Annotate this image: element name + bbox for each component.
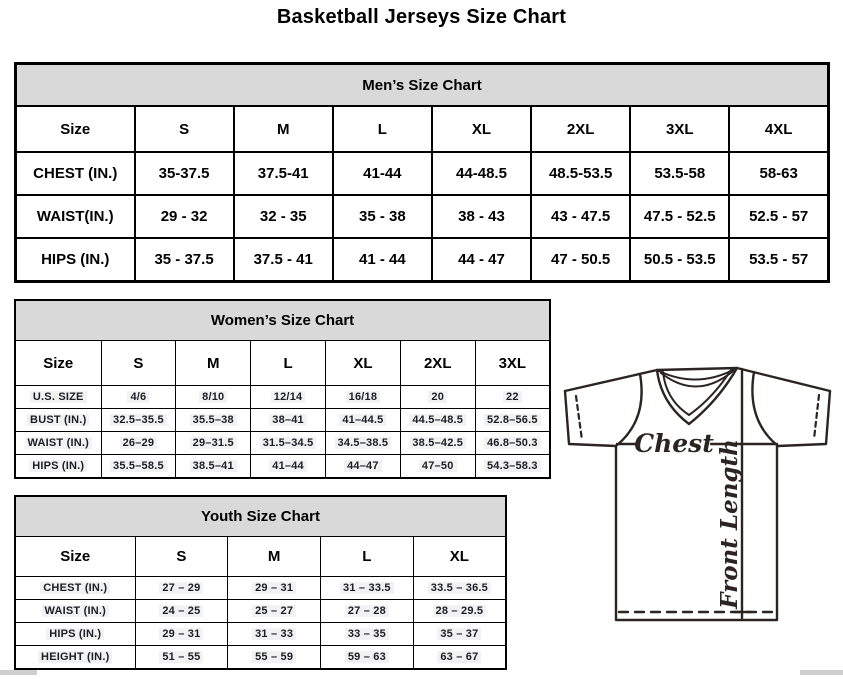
mens-column-header: 4XL (729, 106, 828, 152)
mens-table-cell: 41-44 (333, 152, 432, 195)
youth-row-label (15, 600, 135, 623)
mens-table-cell: 53.5-58 (630, 152, 729, 195)
mens-table-cell: 48.5-53.5 (531, 152, 630, 195)
youth-table-cell-text: 31 – 33.5 (340, 582, 394, 594)
womens-table-cell (251, 432, 326, 455)
youth-table-cell (413, 577, 506, 600)
mens-table-title: Men’s Size Chart (16, 64, 829, 107)
jersey-right-cuff-seam (814, 395, 819, 439)
womens-table-cell (101, 409, 176, 432)
youth-table-cell (135, 577, 228, 600)
mens-table-cell: 52.5 - 57 (729, 195, 828, 238)
jersey-left-cuff-seam (576, 396, 582, 440)
youth-table-cell (135, 600, 228, 623)
jersey-measurement-diagram (558, 356, 842, 624)
womens-column-header: S (101, 341, 176, 386)
youth-size-chart-table (14, 495, 507, 670)
mens-table-cell: 37.5 - 41 (234, 238, 333, 281)
mens-table-row (16, 238, 829, 281)
womens-table-cell (400, 409, 475, 432)
youth-row-label-text: HIPS (IN.) (46, 628, 104, 640)
womens-table-cell-text: 20 (428, 391, 447, 403)
womens-table-cell-text: 52.8–56.5 (484, 414, 541, 426)
youth-table-cell (321, 623, 414, 646)
youth-table-cell-text: 59 – 63 (345, 651, 389, 663)
womens-table-cell (101, 455, 176, 478)
womens-table-title: Women’s Size Chart (15, 300, 550, 341)
womens-table-cell-text: 41–44.5 (339, 414, 386, 426)
youth-table-cell-text: 24 – 25 (159, 605, 203, 617)
mens-table-cell: 58-63 (729, 152, 828, 195)
womens-table-cell (176, 432, 251, 455)
jersey-right-armhole (752, 372, 778, 446)
mens-row-label: WAIST(IN.) (16, 195, 135, 238)
horizontal-scrollbar-fragment-right[interactable] (800, 670, 843, 675)
front-length-label: Front Length (716, 439, 743, 609)
mens-table-cell: 35 - 38 (333, 195, 432, 238)
youth-row-label-text: CHEST (IN.) (40, 582, 110, 594)
mens-table-cell: 44-48.5 (432, 152, 531, 195)
youth-table-row (15, 623, 506, 646)
jersey-right-shoulder (737, 368, 830, 391)
youth-table-cell-text: 31 – 33 (252, 628, 296, 640)
youth-title-row (15, 496, 506, 537)
youth-table-cell-text: 27 – 28 (345, 605, 389, 617)
womens-table-row (15, 455, 550, 478)
womens-table-cell (251, 409, 326, 432)
youth-header-row (15, 537, 506, 577)
youth-table-cell (321, 577, 414, 600)
youth-row-label-text: WAIST (IN.) (42, 605, 109, 617)
youth-table-cell-text: 29 – 31 (252, 582, 296, 594)
mens-column-header: 2XL (531, 106, 630, 152)
womens-table-cell-text: 31.5–34.5 (260, 437, 317, 449)
womens-column-header: 2XL (400, 341, 475, 386)
youth-table-cell-text: 35 – 37 (437, 628, 481, 640)
womens-row-label (15, 455, 101, 478)
mens-column-header: XL (432, 106, 531, 152)
youth-table-cell (228, 577, 321, 600)
youth-table-cell (228, 600, 321, 623)
womens-table-cell (325, 386, 400, 409)
mens-table-cell: 53.5 - 57 (729, 238, 828, 281)
womens-table-cell (251, 455, 326, 478)
mens-header-row (16, 106, 829, 152)
youth-table-cell (413, 623, 506, 646)
womens-column-header: Size (15, 341, 101, 386)
youth-table-cell (135, 646, 228, 669)
youth-table-cell-text: 27 – 29 (159, 582, 203, 594)
mens-table-cell: 41 - 44 (333, 238, 432, 281)
youth-table-cell (135, 623, 228, 646)
page-title: Basketball Jerseys Size Chart (276, 6, 567, 28)
mens-table-row (16, 152, 829, 195)
mens-row-label: HIPS (IN.) (16, 238, 135, 281)
womens-table-cell-text: 44.5–48.5 (409, 414, 466, 426)
horizontal-scrollbar-fragment-left[interactable] (0, 670, 37, 675)
womens-column-header: L (251, 341, 326, 386)
youth-table-cell (228, 646, 321, 669)
youth-row-label (15, 623, 135, 646)
womens-table-cell (325, 409, 400, 432)
mens-table-cell: 47 - 50.5 (531, 238, 630, 281)
womens-table-cell-text: 44–47 (344, 460, 382, 472)
womens-table-cell (101, 386, 176, 409)
youth-table-cell (228, 623, 321, 646)
mens-column-header: Size (16, 106, 135, 152)
youth-table-cell-text: 51 – 55 (159, 651, 203, 663)
womens-size-chart-table (14, 299, 551, 479)
youth-table-cell-text: 63 – 67 (437, 651, 481, 663)
youth-table-cell (321, 600, 414, 623)
womens-table-cell-text: 22 (503, 391, 522, 403)
youth-table-row (15, 646, 506, 669)
womens-table-row (15, 409, 550, 432)
jersey-right-sleeve (778, 391, 830, 446)
womens-table-cell-text: 16/18 (346, 391, 381, 403)
womens-column-header: 3XL (475, 341, 550, 386)
womens-row-label (15, 409, 101, 432)
chest-label: Chest (634, 429, 714, 458)
womens-table-cell (400, 455, 475, 478)
mens-table-cell: 29 - 32 (135, 195, 234, 238)
womens-table-cell-text: 41–44 (269, 460, 307, 472)
womens-table-cell (325, 455, 400, 478)
youth-column-header: Size (15, 537, 135, 577)
womens-table-cell-text: 34.5–38.5 (335, 437, 392, 449)
youth-row-label-text: HEIGHT (IN.) (38, 651, 112, 663)
youth-table-row (15, 600, 506, 623)
mens-table-cell: 35 - 37.5 (135, 238, 234, 281)
womens-row-label-text: WAIST (IN.) (25, 437, 92, 449)
youth-table-cell-text: 28 – 29.5 (433, 605, 487, 617)
youth-table-cell-text: 55 – 59 (252, 651, 296, 663)
womens-table-cell-text: 35.5–38 (190, 414, 237, 426)
mens-table-cell: 50.5 - 53.5 (630, 238, 729, 281)
mens-table-row (16, 195, 829, 238)
womens-column-header: XL (325, 341, 400, 386)
womens-table-cell (251, 386, 326, 409)
womens-table-cell-text: 38–41 (269, 414, 307, 426)
jersey-left-shoulder (565, 370, 657, 391)
womens-table-cell-text: 8/10 (199, 391, 227, 403)
womens-header-row (15, 341, 550, 386)
womens-table-cell (101, 432, 176, 455)
womens-row-label-text: BUST (IN.) (27, 414, 89, 426)
womens-table-cell-text: 26–29 (120, 437, 158, 449)
womens-table-cell-text: 12/14 (271, 391, 306, 403)
youth-table-cell (413, 646, 506, 669)
womens-row-label (15, 432, 101, 455)
womens-row-label-text: HIPS (IN.) (29, 460, 87, 472)
youth-table-cell-text: 25 – 27 (252, 605, 296, 617)
womens-table-cell (400, 386, 475, 409)
jersey-left-sleeve (565, 391, 616, 446)
womens-table-cell-text: 32.5–35.5 (110, 414, 167, 426)
mens-table-cell: 44 - 47 (432, 238, 531, 281)
womens-table-cell-text: 46.8–50.3 (484, 437, 541, 449)
youth-table-cell (321, 646, 414, 669)
mens-table-cell: 43 - 47.5 (531, 195, 630, 238)
mens-table-cell: 47.5 - 52.5 (630, 195, 729, 238)
womens-table-cell-text: 54.3–58.3 (484, 460, 541, 472)
womens-table-cell (176, 386, 251, 409)
womens-row-label (15, 386, 101, 409)
mens-column-header: 3XL (630, 106, 729, 152)
youth-table-cell-text: 33.5 – 36.5 (428, 582, 491, 594)
jersey-collar-top (657, 368, 737, 370)
womens-table-cell (400, 432, 475, 455)
youth-column-header: S (135, 537, 228, 577)
womens-row-label-text: U.S. SIZE (30, 391, 87, 403)
mens-table-cell: 35-37.5 (135, 152, 234, 195)
womens-table-cell-text: 47–50 (419, 460, 457, 472)
jersey-body (616, 446, 777, 620)
womens-table-cell (325, 432, 400, 455)
youth-table-cell-text: 33 – 35 (345, 628, 389, 640)
youth-table-cell-text: 29 – 31 (159, 628, 203, 640)
womens-table-cell-text: 4/6 (127, 391, 149, 403)
youth-column-header: XL (413, 537, 506, 577)
womens-table-cell-text: 29–31.5 (190, 437, 237, 449)
youth-row-label (15, 577, 135, 600)
mens-column-header: L (333, 106, 432, 152)
womens-table-cell-text: 35.5–58.5 (110, 460, 167, 472)
youth-table-title: Youth Size Chart (15, 496, 506, 537)
womens-table-cell-text: 38.5–42.5 (409, 437, 466, 449)
youth-table-row (15, 577, 506, 600)
womens-table-cell-text: 38.5–41 (190, 460, 237, 472)
womens-table-cell (176, 409, 251, 432)
mens-table-cell: 37.5-41 (234, 152, 333, 195)
youth-table-cell (413, 600, 506, 623)
mens-table-cell: 32 - 35 (234, 195, 333, 238)
womens-table-row (15, 386, 550, 409)
youth-row-label (15, 646, 135, 669)
mens-size-chart-table (14, 62, 830, 283)
womens-table-row (15, 432, 550, 455)
youth-column-header: L (321, 537, 414, 577)
youth-column-header: M (228, 537, 321, 577)
womens-table-cell (475, 455, 550, 478)
womens-table-cell (475, 432, 550, 455)
womens-table-cell (475, 409, 550, 432)
womens-column-header: M (176, 341, 251, 386)
womens-table-cell (176, 455, 251, 478)
womens-title-row (15, 300, 550, 341)
mens-table-cell: 38 - 43 (432, 195, 531, 238)
mens-title-row (16, 64, 829, 107)
mens-row-label: CHEST (IN.) (16, 152, 135, 195)
mens-column-header: M (234, 106, 333, 152)
mens-column-header: S (135, 106, 234, 152)
womens-table-cell (475, 386, 550, 409)
